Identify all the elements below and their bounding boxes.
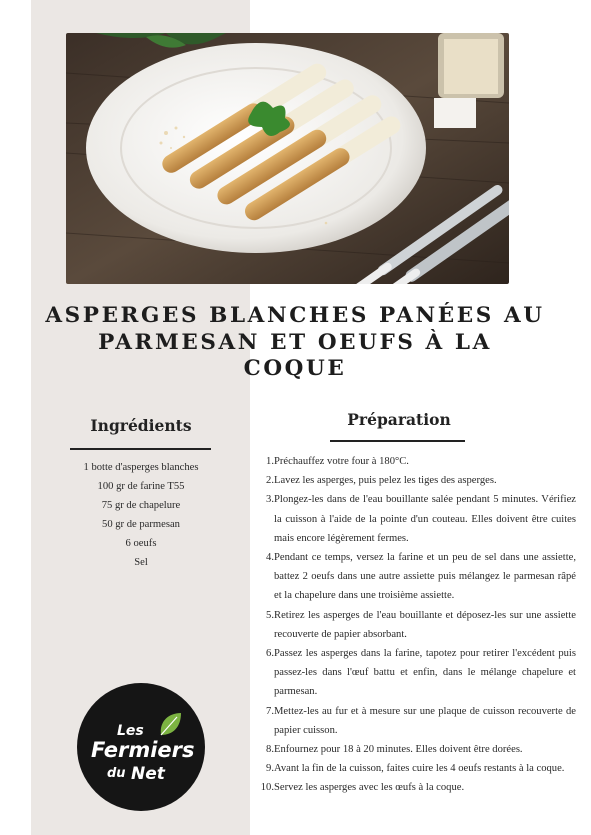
ingredient-item: 75 gr de chapelure	[101, 500, 181, 511]
logo-text-net: Net	[131, 764, 165, 784]
ingredients-divider	[70, 448, 211, 450]
step-text: Retirez les asperges de l'eau bouillante et déposez-les sur une assiette recouverte de papier absorbant.	[274, 609, 576, 640]
step-number: 2.	[266, 475, 274, 487]
ingredient-item: 50 gr de parmesan	[102, 519, 180, 530]
step-text: Pendant ce temps, versez la farine et un peu de sel dans une assiette, battez 2 oeufs dans une autre assiette puis mélangez le parmesan râpé et la chapelure dans une troisième assiette.	[274, 552, 576, 602]
step-number: 9.	[266, 763, 274, 775]
step-text: Servez les asperges avec les œufs à la coque.	[274, 782, 465, 794]
step-number: 1.	[266, 456, 274, 467]
title-line-3: COQUE	[243, 356, 347, 381]
recipe-title	[40, 303, 550, 383]
step-text: Plongez-les dans de l'eau bouillante salée pendant 5 minutes. Vérifiez la cuisson à l'aide de la pointe d'un couteau. Elles doivent être cuites mais encore légèrement fermes.	[274, 494, 576, 544]
ingredients-list	[61, 458, 221, 572]
step-text: Mettez-les au fur et à mesure sur une plaque de cuisson recouverte de papier cuisson.	[274, 705, 576, 736]
ingredient-item: 6 oeufs	[125, 538, 157, 549]
step-text: Préchauffez votre four à 180°C.	[274, 456, 409, 467]
preparation-step	[260, 759, 576, 778]
step-number: 8.	[266, 744, 274, 756]
logo-text-les: Les	[117, 723, 144, 739]
brand-logo	[77, 683, 205, 811]
title-line-2: PARMESAN ET OEUFS À LA	[98, 329, 492, 355]
preparation-heading: Préparation	[347, 410, 451, 429]
preparation-step	[260, 490, 576, 548]
preparation-divider	[330, 440, 465, 442]
preparation-step	[260, 740, 576, 759]
step-text: Enfournez pour 18 à 20 minutes. Elles doivent être dorées.	[274, 744, 523, 756]
logo-text-du: du	[107, 766, 126, 781]
preparation-step	[260, 606, 576, 644]
recipe-photo	[66, 33, 509, 284]
preparation-step	[260, 471, 576, 490]
preparation-step	[260, 452, 576, 471]
ingredients-heading: Ingrédients	[90, 416, 192, 435]
preparation-step	[260, 778, 576, 797]
logo-text-fermiers: Fermiers	[91, 738, 195, 762]
preparation-step	[260, 548, 576, 606]
step-text: Avant la fin de la cuisson, faites cuire les 4 oeufs restants à la coque.	[274, 763, 565, 775]
title-line-1: ASPERGES BLANCHES PANÉES AU	[45, 303, 545, 328]
preparation-steps	[260, 452, 576, 798]
ingredient-item: 100 gr de farine T55	[97, 481, 185, 492]
step-number: 6.	[266, 648, 274, 660]
step-number: 7.	[266, 705, 274, 717]
step-number: 10.	[260, 782, 274, 794]
step-number: 3.	[266, 494, 274, 506]
step-text: Lavez les asperges, puis pelez les tiges des asperges.	[274, 475, 497, 487]
preparation-step	[260, 702, 576, 740]
step-text: Passez les asperges dans la farine, tapotez pour retirer l'excédent puis passez-les dans l'œuf battu et enfin, dans le mélange chapelure et parmesan.	[274, 648, 576, 698]
ingredient-item: 1 botte d'asperges blanches	[83, 462, 199, 473]
step-number: 5.	[266, 609, 274, 621]
ingredient-item: Sel	[134, 557, 148, 568]
preparation-step	[260, 644, 576, 702]
step-number: 4.	[266, 552, 274, 564]
